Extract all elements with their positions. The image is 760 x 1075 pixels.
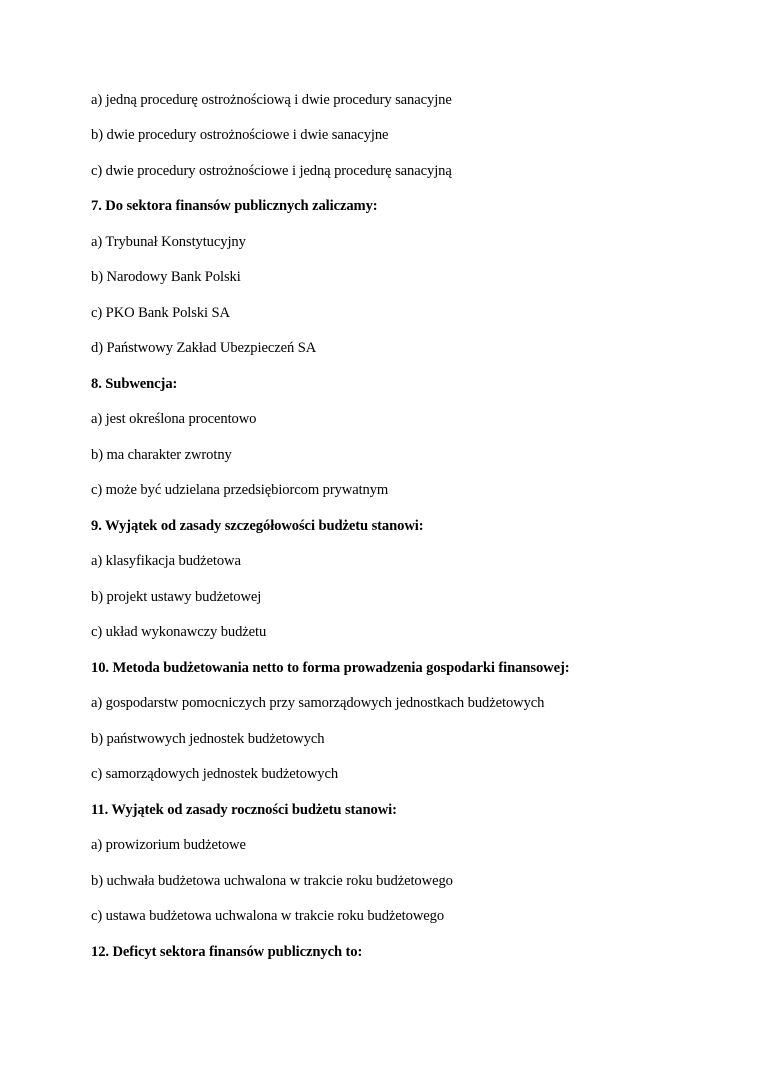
answer-option: a) jest określona procentowo <box>91 411 257 427</box>
answer-option: c) PKO Bank Polski SA <box>91 305 230 321</box>
answer-option: a) gospodarstw pomocniczych przy samorządowych jednostkach budżetowych <box>91 695 545 711</box>
answer-option: d) Państwowy Zakład Ubezpieczeń SA <box>91 340 317 356</box>
answer-option: b) państwowych jednostek budżetowych <box>91 731 325 747</box>
answer-option: a) klasyfikacja budżetowa <box>91 553 241 569</box>
answer-option: c) układ wykonawczy budżetu <box>91 624 267 640</box>
question-heading: 11. Wyjątek od zasady roczności budżetu stanowi: <box>91 802 397 818</box>
answer-option: c) może być udzielana przedsiębiorcom prywatnym <box>91 482 389 498</box>
answer-option: b) projekt ustawy budżetowej <box>91 589 262 605</box>
question-heading: 8. Subwencja: <box>91 376 178 392</box>
answer-option: a) Trybunał Konstytucyjny <box>91 234 246 250</box>
answer-option: c) dwie procedury ostrożnościowe i jedną procedurę sanacyjną <box>91 163 452 179</box>
answer-option: b) uchwała budżetowa uchwalona w trakcie roku budżetowego <box>91 873 453 889</box>
answer-option: b) dwie procedury ostrożnościowe i dwie sanacyjne <box>91 127 389 143</box>
question-heading: 7. Do sektora finansów publicznych zaliczamy: <box>91 198 378 214</box>
question-heading: 9. Wyjątek od zasady szczegółowości budżetu stanowi: <box>91 518 424 534</box>
question-heading: 10. Metoda budżetowania netto to forma prowadzenia gospodarki finansowej: <box>91 660 570 676</box>
answer-option: c) ustawa budżetowa uchwalona w trakcie roku budżetowego <box>91 908 445 924</box>
question-heading: 12. Deficyt sektora finansów publicznych to: <box>91 944 363 960</box>
answer-option: b) Narodowy Bank Polski <box>91 269 241 285</box>
answer-option: c) samorządowych jednostek budżetowych <box>91 766 339 782</box>
answer-option: b) ma charakter zwrotny <box>91 447 232 463</box>
answer-option: a) jedną procedurę ostrożnościową i dwie procedury sanacyjne <box>91 92 452 108</box>
answer-option: a) prowizorium budżetowe <box>91 837 246 853</box>
